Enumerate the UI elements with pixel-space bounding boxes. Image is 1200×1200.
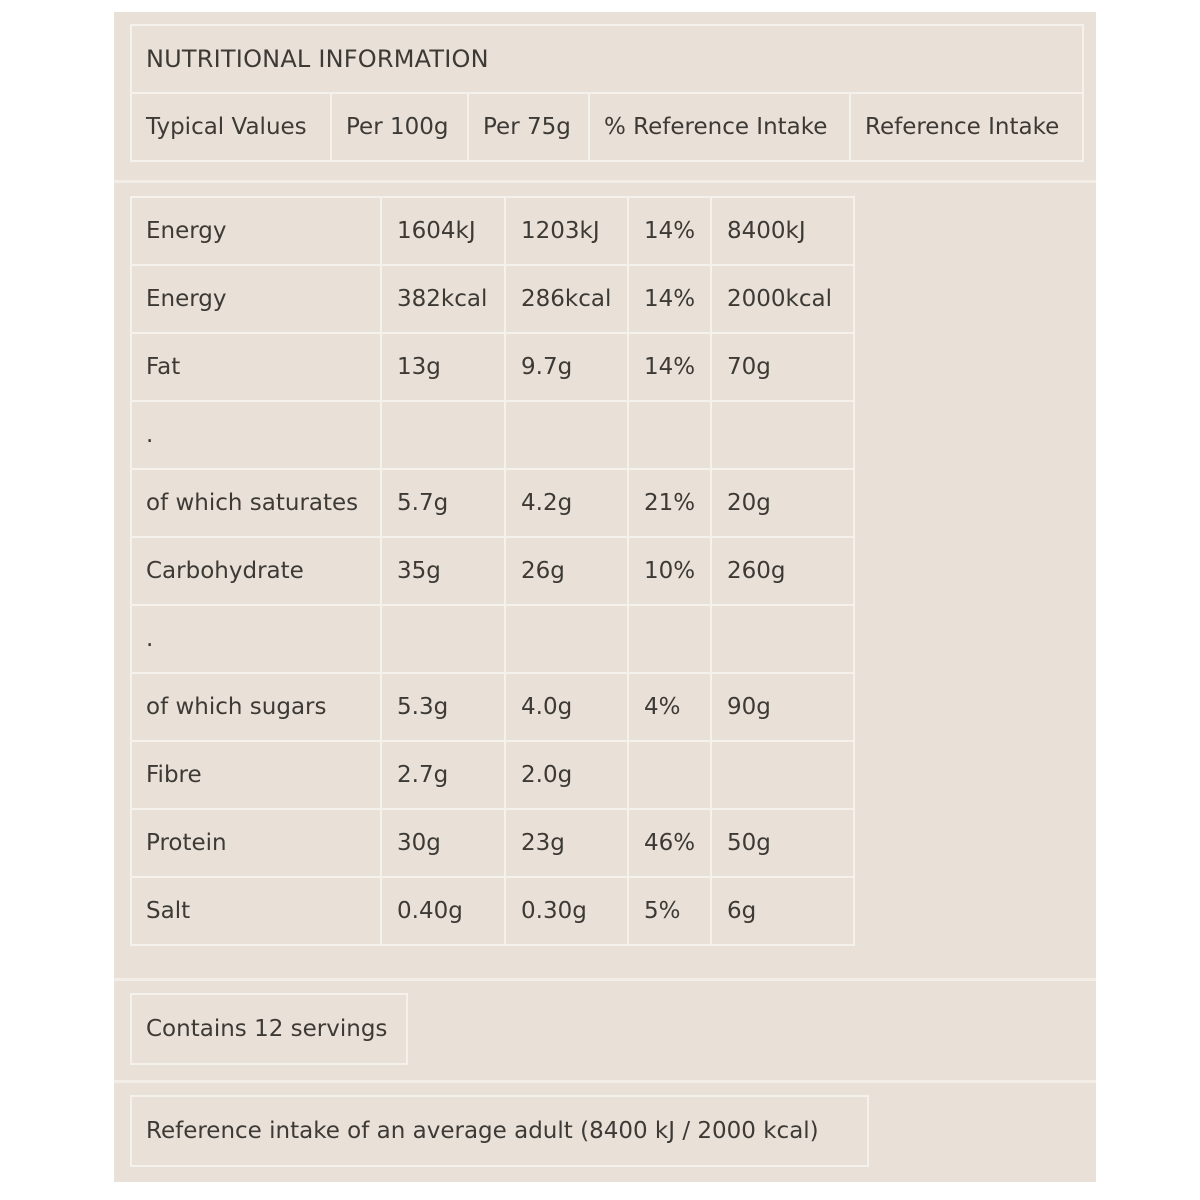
- value-per-75g: 4.0g: [505, 673, 628, 741]
- nutrient-values-table: [130, 196, 855, 946]
- value-per-75g: 2.0g: [505, 741, 628, 809]
- header-columns-row: [131, 93, 1083, 161]
- value-ri-percent: [628, 605, 711, 673]
- value-reference-intake: 70g: [711, 333, 854, 401]
- nutrient-label: Protein: [131, 809, 381, 877]
- table-row: [131, 605, 854, 673]
- value-per-100g: 382kcal: [381, 265, 505, 333]
- table-title: NUTRITIONAL INFORMATION: [131, 25, 1083, 93]
- value-ri-percent: 14%: [628, 265, 711, 333]
- value-ri-percent: 5%: [628, 877, 711, 945]
- value-per-75g: [505, 605, 628, 673]
- value-per-100g: [381, 605, 505, 673]
- value-per-75g: 26g: [505, 537, 628, 605]
- nutrient-label: .: [131, 401, 381, 469]
- value-per-75g: 286kcal: [505, 265, 628, 333]
- value-per-75g: [505, 401, 628, 469]
- value-ri-percent: [628, 741, 711, 809]
- value-ri-percent: 21%: [628, 469, 711, 537]
- value-reference-intake: 2000kcal: [711, 265, 854, 333]
- nutrient-label: .: [131, 605, 381, 673]
- table-row: [131, 673, 854, 741]
- value-reference-intake: [711, 401, 854, 469]
- reference-intake-note: Reference intake of an average adult (8400 kJ / 2000 kcal): [130, 1095, 869, 1167]
- column-header-typical-values: Typical Values: [131, 93, 331, 161]
- value-per-75g: 4.2g: [505, 469, 628, 537]
- value-per-100g: 1604kJ: [381, 197, 505, 265]
- value-ri-percent: 10%: [628, 537, 711, 605]
- value-per-75g: 0.30g: [505, 877, 628, 945]
- value-per-100g: 13g: [381, 333, 505, 401]
- table-row: [131, 333, 854, 401]
- column-header-per-75g: Per 75g: [468, 93, 589, 161]
- value-reference-intake: [711, 741, 854, 809]
- value-reference-intake: 6g: [711, 877, 854, 945]
- value-reference-intake: 8400kJ: [711, 197, 854, 265]
- header-title-row: [131, 25, 1083, 93]
- nutrient-label: Carbohydrate: [131, 537, 381, 605]
- nutrient-rows: [131, 197, 854, 945]
- table-row: [131, 469, 854, 537]
- nutrient-label: Energy: [131, 265, 381, 333]
- section-divider: [114, 180, 1096, 183]
- value-reference-intake: 20g: [711, 469, 854, 537]
- servings-note: Contains 12 servings: [130, 993, 408, 1065]
- value-per-75g: 1203kJ: [505, 197, 628, 265]
- table-row: [131, 401, 854, 469]
- value-per-100g: 0.40g: [381, 877, 505, 945]
- table-row: [131, 809, 854, 877]
- nutrition-header-table: [130, 24, 1084, 162]
- value-ri-percent: 14%: [628, 333, 711, 401]
- nutrient-label: of which sugars: [131, 673, 381, 741]
- table-row: [131, 537, 854, 605]
- value-ri-percent: [628, 401, 711, 469]
- nutrient-label: Energy: [131, 197, 381, 265]
- nutrient-label: Fat: [131, 333, 381, 401]
- table-row: [131, 741, 854, 809]
- column-header-reference-intake: Reference Intake: [850, 93, 1083, 161]
- value-per-100g: 2.7g: [381, 741, 505, 809]
- value-per-100g: 5.3g: [381, 673, 505, 741]
- column-header-per-100g: Per 100g: [331, 93, 468, 161]
- value-reference-intake: 50g: [711, 809, 854, 877]
- value-ri-percent: 4%: [628, 673, 711, 741]
- nutrient-label: Salt: [131, 877, 381, 945]
- table-row: [131, 265, 854, 333]
- value-reference-intake: 260g: [711, 537, 854, 605]
- value-per-75g: 23g: [505, 809, 628, 877]
- table-row: [131, 877, 854, 945]
- value-reference-intake: [711, 605, 854, 673]
- value-per-100g: 35g: [381, 537, 505, 605]
- value-per-100g: 5.7g: [381, 469, 505, 537]
- value-per-75g: 9.7g: [505, 333, 628, 401]
- value-per-100g: 30g: [381, 809, 505, 877]
- section-divider: [114, 978, 1096, 981]
- value-ri-percent: 14%: [628, 197, 711, 265]
- nutrition-panel: [114, 12, 1096, 1182]
- value-per-100g: [381, 401, 505, 469]
- nutrient-label: of which saturates: [131, 469, 381, 537]
- table-row: [131, 197, 854, 265]
- value-reference-intake: 90g: [711, 673, 854, 741]
- column-header-ri-percent: % Reference Intake: [589, 93, 850, 161]
- nutrient-label: Fibre: [131, 741, 381, 809]
- section-divider: [114, 1080, 1096, 1083]
- value-ri-percent: 46%: [628, 809, 711, 877]
